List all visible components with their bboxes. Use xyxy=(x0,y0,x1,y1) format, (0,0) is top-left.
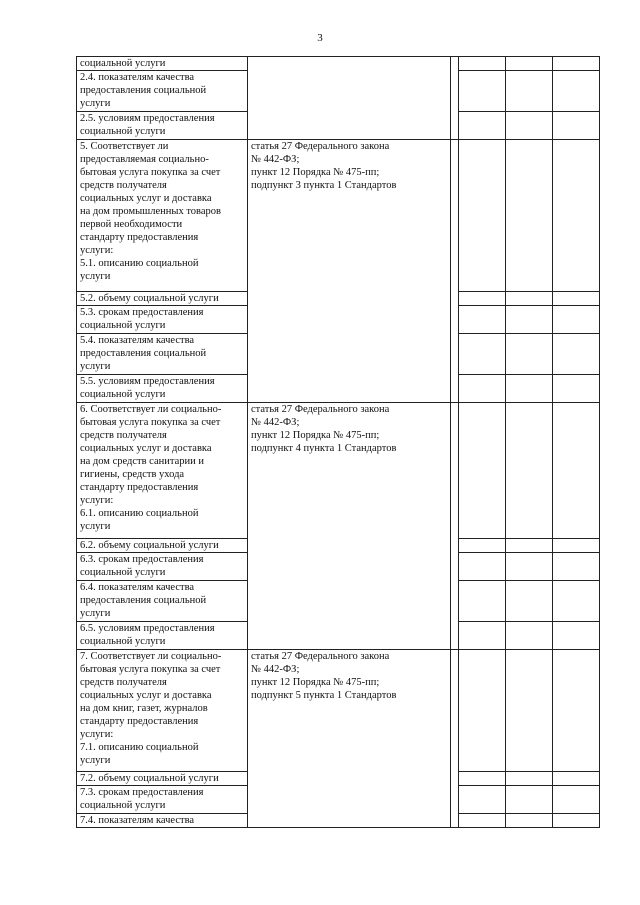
criterion-cell: 2.4. показателям качества предоставления социальной услуги xyxy=(77,71,248,112)
checklist-table xyxy=(76,56,600,828)
spacer-cell xyxy=(451,57,459,140)
criterion-cell: 7.3. срокам предоставления социальной услуги xyxy=(77,786,248,814)
criterion-cell: 5. Соответствует ли предоставляемая социально- бытовая услуга покупка за счет средств получателя социальных услуг и доставка на дом промышленных товаров первой необходимости стандарту предоставления услуги: 5.1. описанию социальной услуги xyxy=(77,140,248,292)
criterion-cell: 2.5. условиям предоставления социальной услуги xyxy=(77,112,248,140)
answer-cell-yes xyxy=(459,57,506,71)
criterion-cell: 6.5. условиям предоставления социальной услуги xyxy=(77,622,248,650)
criterion-cell: 5.3. срокам предоставления социальной услуги xyxy=(77,306,248,334)
criterion-cell: 5.5. условиям предоставления социальной услуги xyxy=(77,375,248,403)
answer-cell-na xyxy=(553,57,600,71)
criterion-cell: 5.4. показателям качества предоставления социальной услуги xyxy=(77,334,248,375)
criterion-cell: 6.2. объему социальной услуги xyxy=(77,539,248,553)
table-row xyxy=(77,57,600,71)
legal-basis-cell xyxy=(248,57,451,140)
legal-basis-cell: статья 27 Федерального закона № 442-ФЗ; пункт 12 Порядка № 475-пп; подпункт 4 пункта 1 Стандартов xyxy=(248,403,451,650)
criterion-cell: 6.3. срокам предоставления социальной услуги xyxy=(77,553,248,581)
answer-cell-no xyxy=(506,57,553,71)
criterion-cell: 7.4. показателям качества xyxy=(77,814,248,828)
criterion-cell: 5.2. объему социальной услуги xyxy=(77,292,248,306)
criterion-cell: 7.2. объему социальной услуги xyxy=(77,772,248,786)
table-row xyxy=(77,650,600,772)
criterion-cell: 6. Соответствует ли социально- бытовая услуга покупка за счет средств получателя социальных услуг и доставка на дом средств санитарии и гигиены, средств ухода стандарту предоставления услуги: 6.1. описанию социальной услуги xyxy=(77,403,248,539)
table-row xyxy=(77,403,600,539)
page-number: 3 xyxy=(317,32,323,44)
criterion-cell: социальной услуги xyxy=(77,57,248,71)
criterion-cell: 6.4. показателям качества предоставления социальной услуги xyxy=(77,581,248,622)
legal-basis-cell: статья 27 Федерального закона № 442-ФЗ; пункт 12 Порядка № 475-пп; подпункт 3 пункта 1 Стандартов xyxy=(248,140,451,403)
spacer-cell xyxy=(451,403,459,650)
spacer-cell xyxy=(451,650,459,828)
spacer-cell xyxy=(451,140,459,403)
table-row xyxy=(77,140,600,292)
criterion-cell: 7. Соответствует ли социально- бытовая услуга покупка за счет средств получателя социальных услуг и доставка на дом книг, газет, журналов стандарту предоставления услуги: 7.1. описанию социальной услуги xyxy=(77,650,248,772)
legal-basis-cell: статья 27 Федерального закона № 442-ФЗ; пункт 12 Порядка № 475-пп; подпункт 5 пункта 1 Стандартов xyxy=(248,650,451,828)
